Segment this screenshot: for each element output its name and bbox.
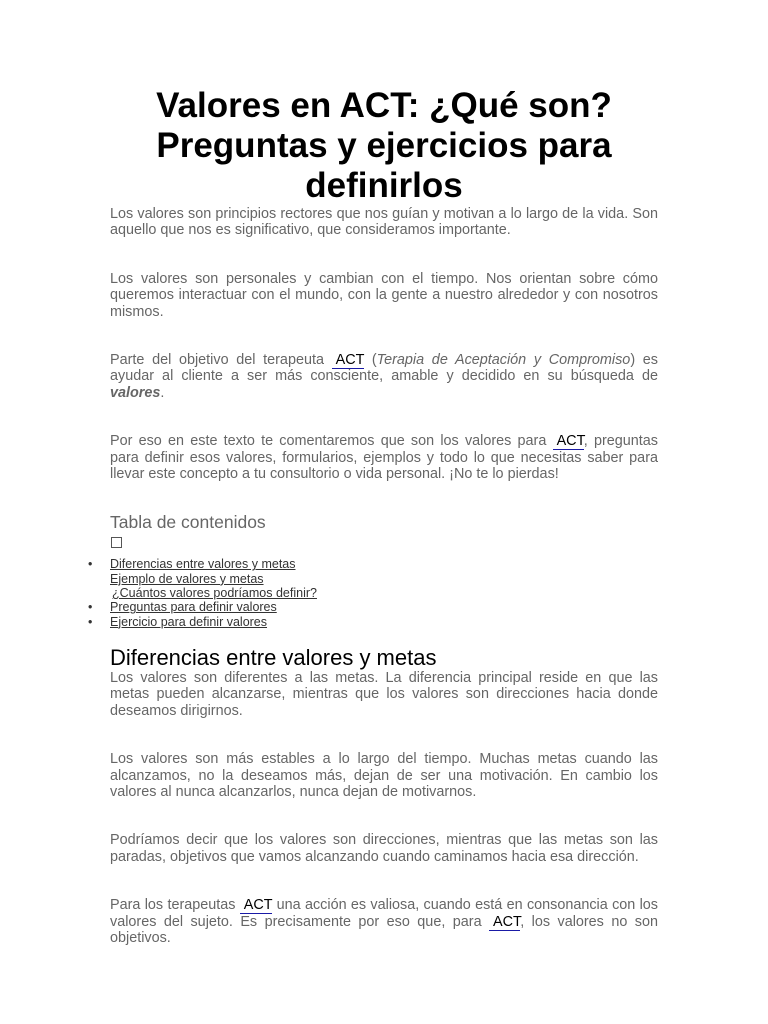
- table-of-contents: [88, 557, 658, 629]
- intro-paragraph-1: Los valores son principios rectores que nos guían y motivan a lo largo de la vida. Son aquello que nos es significativo, que consideramos importante.: [110, 206, 658, 239]
- toc-link[interactable]: Preguntas para definir valores: [110, 600, 277, 615]
- section-paragraph-4: [110, 897, 658, 946]
- text-segment: , preguntas para definir esos valores, formularios, ejemplos y todo lo que necesitas saber para llevar este concepto a tu consultorio o vida personal. ¡No te lo pierdas!: [110, 433, 658, 483]
- section-paragraph-3: Podríamos decir que los valores son direcciones, mientras que las metas son las paradas, objetivos que vamos alcanzando cuando caminamos hacia esa dirección.: [110, 832, 658, 865]
- text-segment: una acción es valiosa, cuando está en consonancia con los valores del sujeto. Es precisamente por eso que, para: [110, 897, 658, 930]
- toc-link[interactable]: Ejercicio para definir valores: [110, 614, 268, 629]
- text-segment: .: [160, 384, 165, 401]
- bullet-icon: •: [88, 614, 93, 629]
- text-segment: , los valores no son objetivos.: [110, 913, 658, 947]
- section-heading: Diferencias entre valores y metas: [110, 644, 437, 670]
- strong-emphasis-text: valores: [110, 384, 161, 401]
- act-link[interactable]: ACT: [240, 897, 273, 914]
- toc-link[interactable]: ¿Cuántos valores podríamos definir?: [112, 586, 317, 601]
- bullet-icon: •: [88, 600, 93, 615]
- toc-toggle-icon[interactable]: [111, 537, 122, 548]
- text-segment: (: [364, 352, 377, 369]
- act-link[interactable]: ACT: [489, 914, 520, 931]
- act-link[interactable]: ACT: [332, 352, 365, 369]
- text-segment: Parte del objetivo del terapeuta: [110, 352, 332, 369]
- toc-item[interactable]: [110, 586, 658, 600]
- text-segment: Para los terapeutas: [110, 897, 240, 914]
- bullet-icon: •: [88, 557, 93, 572]
- act-link[interactable]: ACT: [553, 433, 584, 450]
- emphasis-text: Terapia de Aceptación y Compromiso: [376, 352, 631, 369]
- page-title: Valores en ACT: ¿Qué son? Preguntas y ejercicios para definirlos: [156, 86, 612, 205]
- toc-title: Tabla de contenidos: [110, 512, 266, 533]
- toc-link[interactable]: Ejemplo de valores y metas: [110, 571, 264, 586]
- toc-item[interactable]: [88, 614, 658, 629]
- text-segment: ) es ayudar al cliente a ser más consciente, amable y decidido en su búsqueda de: [110, 352, 658, 385]
- toc-link[interactable]: Diferencias entre valores y metas: [110, 557, 296, 572]
- intro-paragraph-2: Los valores son personales y cambian con el tiempo. Nos orientan sobre cómo queremos interactuar con el mundo, con la gente a nuestro alrededor y con nosotros mismos.: [110, 270, 658, 320]
- intro-paragraph-3: [110, 352, 658, 401]
- toc-item[interactable]: [88, 600, 658, 615]
- text-segment: Por eso en este texto te comentaremos que son los valores para: [110, 433, 553, 450]
- section-paragraph-2: Los valores son más estables a lo largo del tiempo. Muchas metas cuando las alcanzamos, no la deseamos más, dejan de ser una motivación. En cambio los valores al nunca alcanzarlos, nunca dejan de motivarnos.: [110, 751, 658, 800]
- toc-item[interactable]: [88, 557, 658, 572]
- section-paragraph-1: Los valores son diferentes a las metas. La diferencia principal reside en que las metas pueden alcanzarse, mientras que los valores son direcciones hacia donde deseamos dirigirnos.: [110, 669, 658, 719]
- intro-paragraph-4: [110, 433, 658, 482]
- toc-item[interactable]: [110, 572, 658, 586]
- document-page: [88, 86, 658, 947]
